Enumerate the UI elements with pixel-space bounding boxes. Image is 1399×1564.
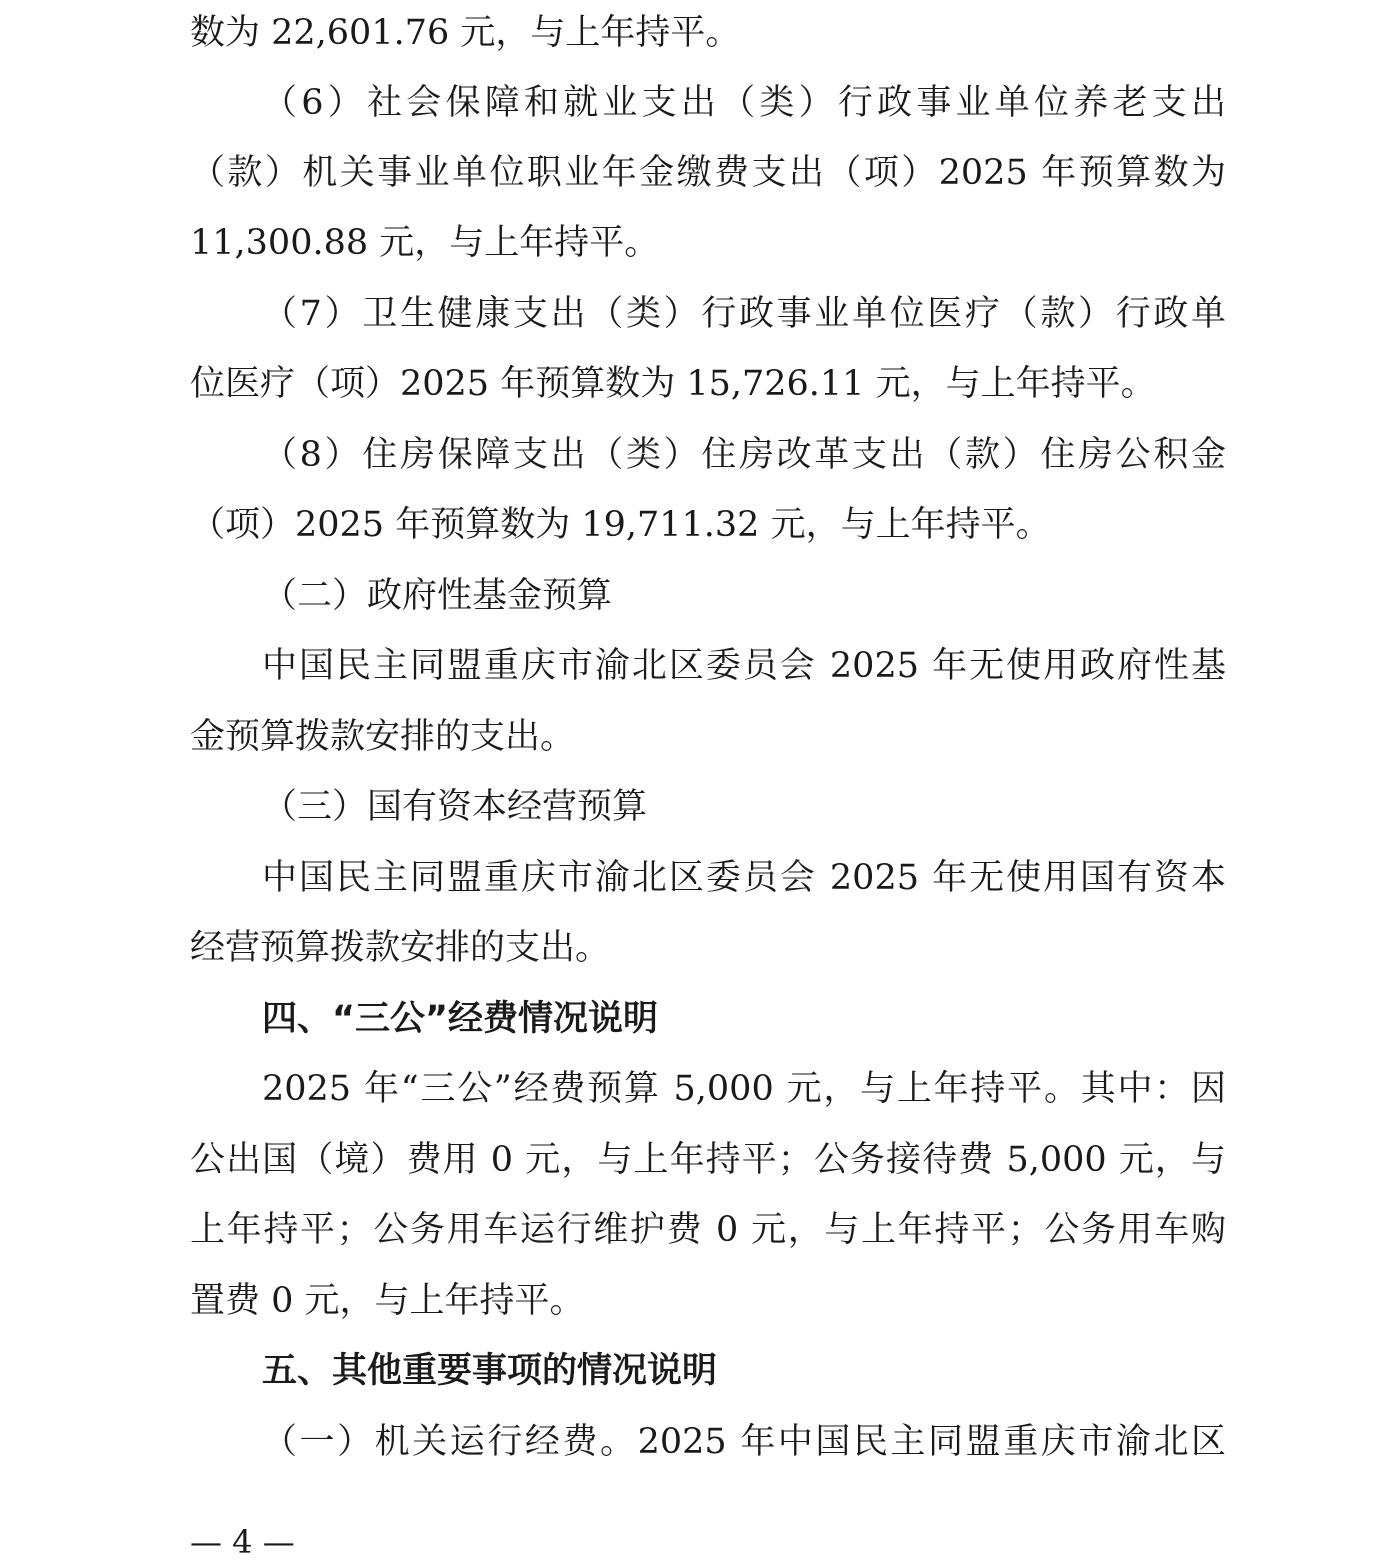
paragraph-line: （8）住房保障支出（类）住房改革支出（款）住房公积金 — [262, 435, 1226, 475]
paragraph-line: （7）卫生健康支出（类）行政事业单位医疗（款）行政单 — [262, 294, 1226, 334]
paragraph-line: 金预算拨款安排的支出。 — [190, 717, 576, 757]
paragraph-line: 置费 0 元，与上年持平。 — [190, 1281, 585, 1321]
paragraph-line: 11,300.88 元，与上年持平。 — [190, 223, 660, 263]
paragraph-line: 中国民主同盟重庆市渝北区委员会 2025 年无使用国有资本 — [262, 858, 1226, 898]
paragraph-line: 数为 22,601.76 元，与上年持平。 — [190, 13, 741, 53]
paragraph-line: （一）机关运行经费。2025 年中国民主同盟重庆市渝北区 — [262, 1422, 1226, 1462]
paragraph-line: 公出国（境）费用 0 元，与上年持平；公务接待费 5,000 元，与 — [190, 1140, 1226, 1180]
paragraph-line: 中国民主同盟重庆市渝北区委员会 2025 年无使用政府性基 — [262, 646, 1226, 686]
paragraph-line: （6）社会保障和就业支出（类）行政事业单位养老支出 — [262, 83, 1226, 123]
section-heading: 四、“三公”经费情况说明 — [262, 999, 659, 1039]
page-number: — 4 — — [190, 1523, 295, 1561]
section-subheading: （三）国有资本经营预算 — [262, 787, 648, 827]
paragraph-line: 2025 年“三公”经费预算 5,000 元，与上年持平。其中：因 — [262, 1069, 1226, 1109]
paragraph-line: （款）机关事业单位职业年金缴费支出（项）2025 年预算数为 — [190, 153, 1226, 193]
paragraph-line: 经营预算拨款安排的支出。 — [190, 928, 611, 968]
section-heading: 五、其他重要事项的情况说明 — [262, 1351, 718, 1391]
section-subheading: （二）政府性基金预算 — [262, 576, 613, 616]
paragraph-line: 位医疗（项）2025 年预算数为 15,726.11 元，与上年持平。 — [190, 364, 1156, 404]
paragraph-line: （项）2025 年预算数为 19,711.32 元，与上年持平。 — [190, 505, 1051, 545]
paragraph-line: 上年持平；公务用车运行维护费 0 元，与上年持平；公务用车购 — [190, 1210, 1226, 1250]
